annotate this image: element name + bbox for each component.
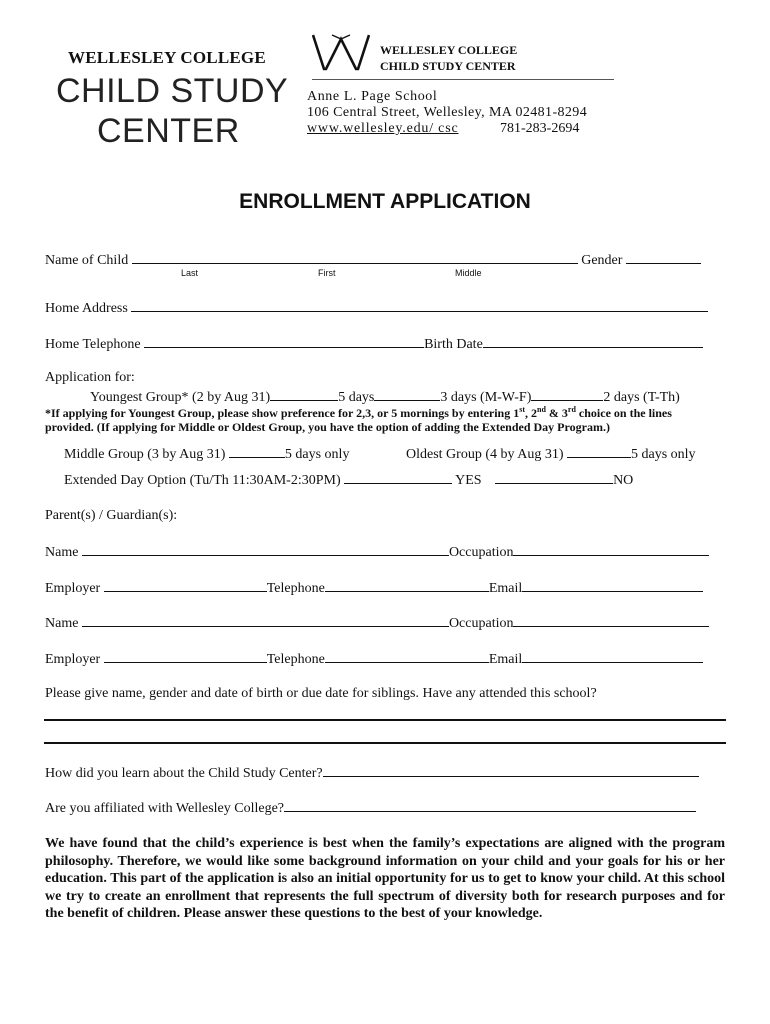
gender-label: Gender: [581, 253, 623, 268]
middle-group-label: Middle Group (3 by Aug 31): [64, 447, 226, 462]
parent-name-label: Name: [45, 545, 79, 560]
sub-label-middle: Middle: [455, 268, 482, 278]
home-address-row: [45, 299, 708, 317]
note-text: , 2: [525, 406, 538, 420]
school-phone: 781-283-2694: [500, 121, 580, 136]
parents-heading: Parent(s) / Guardian(s):: [45, 508, 178, 523]
closing-paragraph: We have found that the child’s experience is best when the family’s expectations are aligned with the program philosophy. Therefore, we would like some background information on your child and your goals for his or her education. This part of the application is also an initial opportunity for us to get to know your child. At this school we try to create an enrollment that represents the full spectrum of diversity both for research purposes and for the benefit of children. Please answer these questions to the best of your knowledge.: [45, 836, 725, 922]
school-website-link[interactable]: www.wellesley.edu/ csc: [307, 121, 459, 136]
gender-field[interactable]: [626, 251, 701, 264]
birth-date-field[interactable]: [483, 335, 703, 348]
parent-name-label: Name: [45, 616, 79, 631]
yes-label: YES: [455, 473, 482, 488]
extended-day-label: Extended Day Option (Tu/Th 11:30AM-2:30PM): [64, 473, 341, 488]
oldest-group-label: Oldest Group (4 by Aug 31): [406, 447, 564, 462]
middle-only-label: 5 days only: [284, 447, 350, 462]
left-center: CENTER: [97, 112, 240, 150]
learn-answer-field[interactable]: [323, 764, 699, 777]
home-telephone-field[interactable]: [144, 335, 424, 348]
learn-question: How did you learn about the Child Study Center?: [45, 766, 323, 781]
youngest-5days-field[interactable]: [270, 388, 338, 401]
telephone-label: Telephone: [266, 581, 325, 596]
affiliated-answer-field[interactable]: [284, 799, 696, 812]
occupation-label: Occupation: [448, 545, 514, 560]
home-telephone-label: Home Telephone: [45, 337, 141, 352]
parent1-employer-row: [45, 579, 703, 597]
siblings-answer-line-1[interactable]: [44, 719, 726, 721]
no-label: NO: [613, 473, 634, 488]
employer-label: Employer: [45, 652, 101, 667]
occupation-label: Occupation: [448, 616, 514, 631]
note-text: choice on the lines: [575, 406, 672, 420]
sup-rd: rd: [567, 405, 576, 414]
middle-group-row: [64, 445, 349, 463]
oldest-group-row: [406, 445, 696, 463]
youngest-group-label: Youngest Group* (2 by Aug 31): [90, 390, 271, 405]
youngest-note-line2: provided. (If applying for Middle or Oldest Group, you have the option of adding the Extended Day Program.): [45, 420, 610, 434]
parent2-employer-row: [45, 650, 703, 668]
parent2-name-field[interactable]: [82, 614, 449, 627]
employer-label: Employer: [45, 581, 101, 596]
wellesley-w-logo-icon: [312, 33, 370, 71]
email-label: Email: [488, 652, 523, 667]
youngest-group-row: [90, 388, 680, 406]
left-college-name: WELLESLEY COLLEGE: [68, 48, 266, 67]
note-text: & 3: [545, 406, 568, 420]
three-days-label: 3 days (M-W-F): [440, 390, 532, 405]
birth-date-label: Birth Date: [424, 337, 483, 352]
school-name: Anne L. Page School: [307, 89, 438, 104]
child-name-row: [45, 251, 701, 269]
youngest-note-line1: [45, 405, 672, 421]
extended-day-row: [64, 471, 633, 489]
siblings-answer-line-2[interactable]: [44, 742, 726, 744]
application-for-label: Application for:: [45, 370, 135, 385]
telephone-birth-row: [45, 335, 703, 353]
home-address-field[interactable]: [131, 299, 708, 312]
affiliated-row: [45, 799, 696, 817]
sub-label-last: Last: [181, 268, 199, 278]
right-center-name: CHILD STUDY CENTER: [380, 59, 516, 73]
sup-st: st: [519, 405, 526, 414]
oldest-only-label: 5 days only: [631, 447, 696, 462]
home-address-label: Home Address: [45, 301, 128, 316]
parent1-telephone-field[interactable]: [325, 579, 489, 592]
youngest-2days-field[interactable]: [531, 388, 603, 401]
email-label: Email: [488, 581, 523, 596]
left-child-study: CHILD STUDY: [56, 72, 289, 110]
parent2-occupation-field[interactable]: [513, 614, 709, 627]
parent1-employer-field[interactable]: [104, 579, 267, 592]
sup-nd: nd: [537, 405, 546, 414]
child-name-label: Name of Child: [45, 253, 129, 268]
parent2-employer-field[interactable]: [104, 650, 267, 663]
siblings-question: Please give name, gender and date of birth or due date for siblings. Have any attended this school?: [45, 686, 597, 701]
parent1-name-field[interactable]: [82, 543, 449, 556]
extended-no-field[interactable]: [495, 471, 613, 484]
child-name-field[interactable]: [132, 251, 578, 264]
school-address: 106 Central Street, Wellesley, MA 02481-8294: [307, 105, 588, 120]
oldest-group-field[interactable]: [567, 445, 631, 458]
five-days-label: 5 days: [338, 390, 375, 405]
youngest-3days-field[interactable]: [374, 388, 440, 401]
parent1-occupation-field[interactable]: [513, 543, 709, 556]
parent2-email-field[interactable]: [522, 650, 703, 663]
telephone-label: Telephone: [266, 652, 325, 667]
parent1-name-row: [45, 543, 709, 561]
affiliated-question: Are you affiliated with Wellesley College?: [45, 801, 285, 816]
parent2-name-row: [45, 614, 709, 632]
note-text: *If applying for Youngest Group, please show preference for 2,3, or 5 mornings by entering 1: [45, 406, 520, 420]
middle-group-field[interactable]: [229, 445, 285, 458]
page-title: ENROLLMENT APPLICATION: [239, 190, 531, 213]
right-college-name: WELLESLEY COLLEGE: [380, 43, 518, 57]
two-days-label: 2 days (T-Th): [603, 390, 680, 405]
header-rule: [312, 79, 614, 80]
learn-row: [45, 764, 699, 782]
parent2-telephone-field[interactable]: [325, 650, 489, 663]
sub-label-first: First: [318, 268, 336, 278]
extended-yes-field[interactable]: [344, 471, 452, 484]
parent1-email-field[interactable]: [522, 579, 703, 592]
